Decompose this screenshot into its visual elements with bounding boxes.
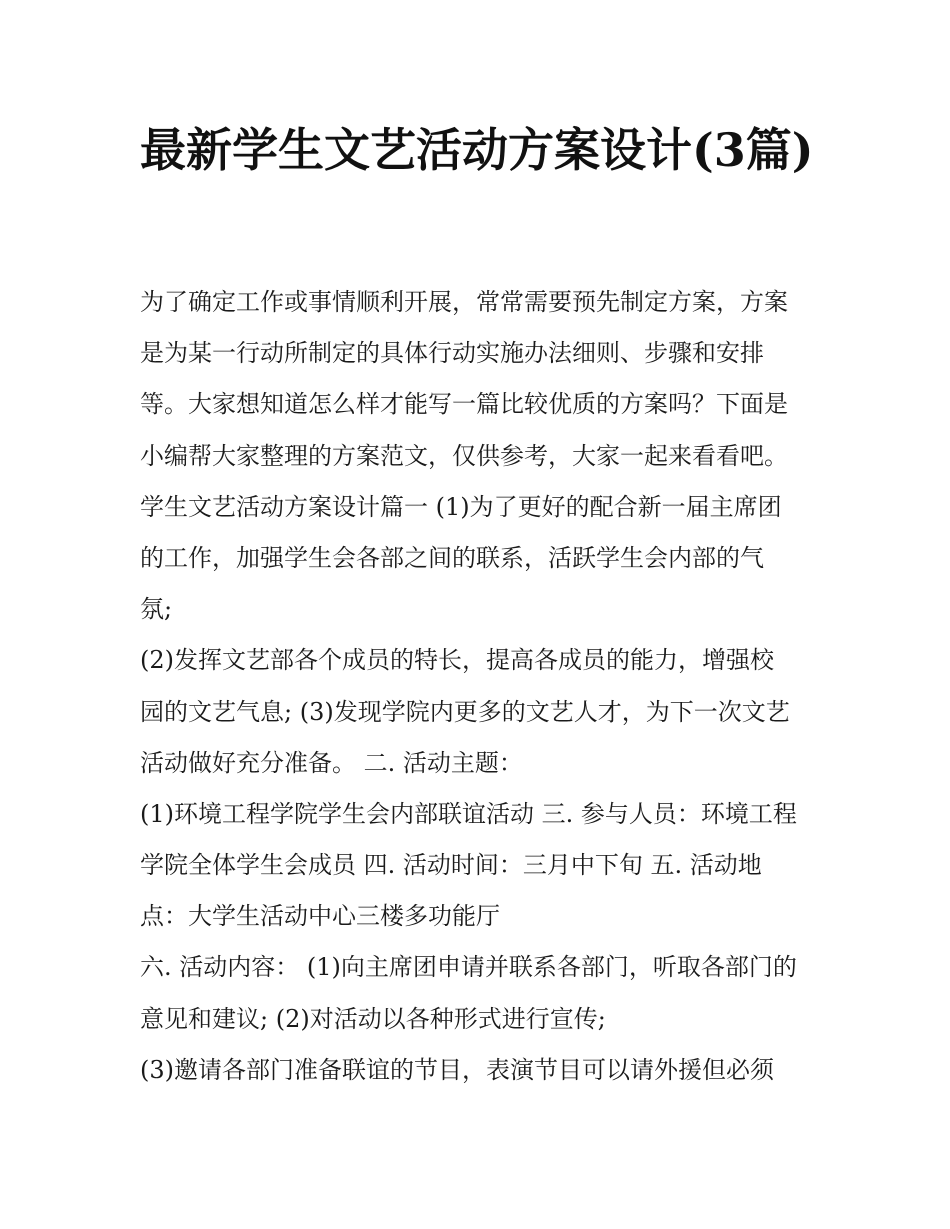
- body-line: 学生文艺活动方案设计篇一 (1)为了更好的配合新一届主席团: [140, 492, 782, 521]
- body-line: 等。大家想知道怎么样才能写一篇比较优质的方案吗？下面是: [140, 390, 788, 419]
- document-body: [140, 277, 820, 1096]
- body-line: 的工作，加强学生会各部之间的联系，活跃学生会内部的气: [140, 543, 764, 572]
- body-line: 六. 活动内容： (1)向主席团申请并联系各部门，听取各部门的: [140, 953, 797, 982]
- body-line: 点：大学生活动中心三楼多功能厅: [140, 902, 500, 931]
- body-line: 为了确定工作或事情顺利开展，常常需要预先制定方案，方案: [140, 288, 788, 316]
- body-line: 是为某一行动所制定的具体行动实施办法细则、步骤和安排: [140, 339, 764, 368]
- document-title: 最新学生文艺活动方案设计(3篇): [140, 123, 814, 177]
- body-line: 氛;: [140, 595, 173, 624]
- body-line: 学院全体学生会成员 四. 活动时间：三月中下旬 五. 活动地: [140, 851, 762, 880]
- body-line: 小编帮大家整理的方案范文，仅供参考，大家一起来看看吧。: [140, 441, 788, 470]
- body-line: (3)邀请各部门准备联谊的节目，表演节目可以请外援但必须: [140, 1055, 774, 1084]
- body-line: 园的文艺气息; (3)发现学院内更多的文艺人才，为下一次文艺: [140, 697, 790, 726]
- body-line: (1)环境工程学院学生会内部联谊活动 三. 参与人员：环境工程: [140, 799, 797, 828]
- body-line: (2)发挥文艺部各个成员的特长，提高各成员的能力，增强校: [140, 646, 774, 675]
- body-line: 意见和建议; (2)对活动以各种形式进行宣传;: [140, 1004, 606, 1033]
- body-line: 活动做好充分准备。 二. 活动主题：: [140, 748, 523, 777]
